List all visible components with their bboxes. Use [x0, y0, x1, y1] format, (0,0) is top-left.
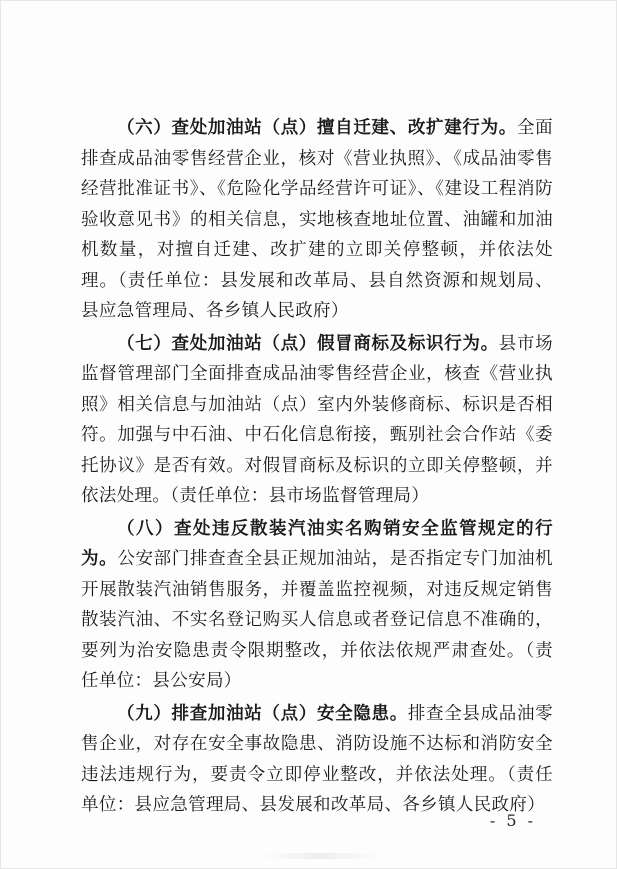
scan-artifact: [261, 853, 381, 859]
paragraph-nine-heading: （九）排查加油站（点）安全隐患。: [117, 703, 408, 724]
paragraph-eight-body: 公安部门排查查全县正规加油站，是否指定专门加油机开展散装汽油销售服务，并覆盖监控视频，对违反规定销售散装汽油、不实名登记购买人信息或者登记信息不准确的，要列为治安隐患责令限期整改，并依法依规严肃查处。（责任单位：县公安局）: [81, 549, 554, 691]
paragraph-nine-body: 排查全县成品油零售企业，对存在安全事故隐患、消防设施不达标和消防安全违法违规行为，要责令立即停业整改，并依法处理。（责任单位：县应急管理局、县发展和改革局、各乡镇人民政府）: [81, 703, 553, 815]
paragraph-seven-heading: （七）查处加油站（点）假冒商标及标识行为。: [117, 333, 499, 354]
paragraph-eight-heading: （八）查处违反散装汽油实名购销安全监管规定的行为。: [81, 518, 553, 569]
paragraph-six: [81, 113, 553, 327]
paragraph-nine: [81, 699, 553, 821]
paragraph-seven-body: 县市场监督管理部门全面排查成品油零售经营企业，核查《营业执照》相关信息与加油站（点）室内外装修商标、标识是否相符。加强与中石油、中石化信息衔接，甄别社会合作站《委托协议》是否有效。对假冒商标及标识的立即关停整顿，并依法处理。（责任单位：县市场监督管理局）: [81, 333, 553, 506]
paragraph-six-body: 全面排查成品油零售经营企业，核对《营业执照》、《成品油零售经营批准证书》、《危险化学品经营许可证》、《建设工程消防验收意见书》的相关信息，实地核查地址位置、油罐和加油机数量，对擅自迁建、改扩建的立即关停整顿，并依法处理。（责任单位：县发展和改革局、县自然资源和规划局、县应急管理局、各乡镇人民政府）: [81, 118, 553, 321]
page-number: - 5 -: [489, 811, 536, 830]
paragraph-six-heading: （六）查处加油站（点）擅自迁建、改扩建行为。: [117, 118, 517, 138]
document-body: [81, 113, 553, 821]
paragraph-seven: [81, 329, 553, 512]
paragraph-eight: [81, 514, 553, 697]
